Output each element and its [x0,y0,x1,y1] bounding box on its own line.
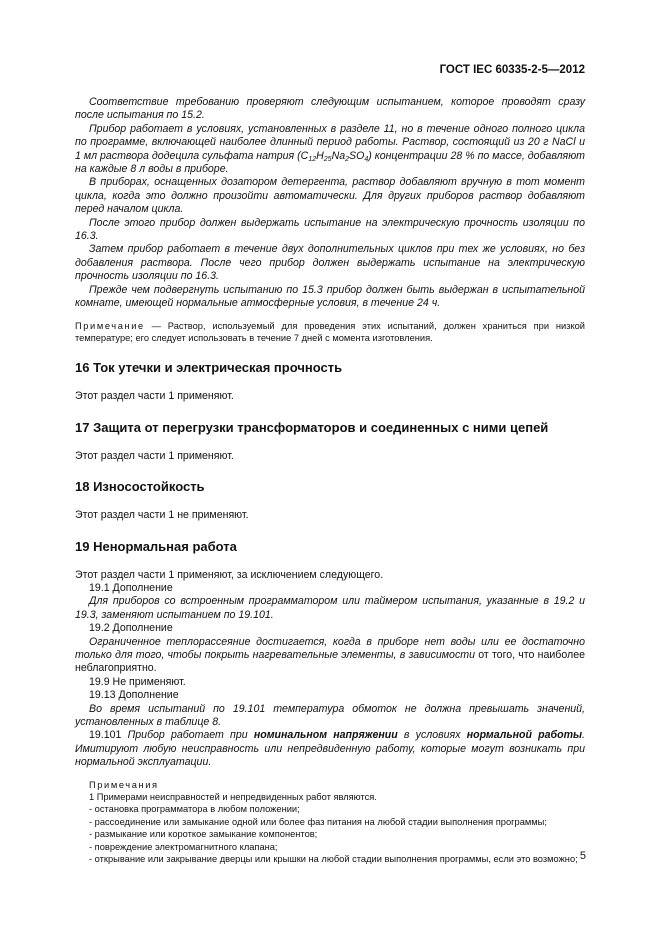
paragraph-detergent-dispenser: В приборах, оснащенных дозатором детергента, раствор добавляют вручную в тот момент цикла, когда это должно произойти автоматически. Для других приборов раствор добавляют перед началом цикла. [75,176,585,216]
section-16-text: Этот раздел части 1 применяют. [75,390,234,403]
paragraph-test-conditions: Прибор работает в условиях, установленных в разделе 11, но в течение одного полного цикла по программе, включающей наиболее длинный период работы. Раствор, состоящий из 20 г NaCl и 1 мл раствора додецила сульфата натрия $(C_{12}H_{25}Na_2SO_4)$ концентрации 28 % по массе, добавляют на каждые 8 л воды в приборе. [75,122,586,176]
paragraph-compliance: Соответствие требованию проверяют следующим испытанием, которое проводят сразу после испытания по 15.2. [75,96,585,122]
paragraph-electric-strength: После этого прибор должен выдержать испытание на электрическую прочность изоляции по 16.3. [75,216,585,243]
clause-19-2-text: Ограниченное теплорассеяние достигается, когда в приборе нет воды или ее достаточно только для того, чтобы покрыть нагревательные элементы, в зависимости от того, что наиболее неблагоприятно. [75,635,586,675]
section-18-title: 18 Износостойкость [75,479,205,495]
note-item: - размыкание или короткое замыкание компонентов; [89,829,318,840]
section-18-text: Этот раздел части 1 не применяют. [75,509,249,522]
document-header: ГОСТ IEC 60335-2-5—2012 [439,64,585,76]
page-body [75,96,585,865]
clause-19-13-heading: 19.13 Дополнение [89,689,179,702]
clause-19-1-heading: 19.1 Дополнение [89,581,173,594]
section-19-title: 19 Ненормальная работа [75,538,237,554]
section-17-title: 17 Защита от перегрузки трансформаторов и соединенных с ними цепей [75,419,549,435]
note-item: 1 Примерами неисправностей и непредвиденных работ являются. [89,792,377,803]
note-item: - открывание или закрывание дверцы или крышки на любой стадии выполнения программы, если это возможно; [89,854,578,865]
clause-19-2-heading: 19.2 Дополнение [89,622,173,635]
section-19-intro: Этот раздел части 1 применяют, за исключением следующего. [75,568,384,581]
clause-19-9: 19.9 Не применяют. [89,675,186,688]
clause-19-13-text: Во время испытаний по 19.101 температура обмоток не должна превышать значений, установленных в таблице 8. [75,702,585,728]
section-16-title: 16 Ток утечки и электрическая прочность [75,360,343,376]
note-item: - повреждение электромагнитного клапана; [89,841,278,852]
note-item: - остановка программатора в любом положении; [89,804,300,815]
section-17-text: Этот раздел части 1 применяют. [75,449,234,462]
clause-19-101: 19.101 Прибор работает при номинальном напряжении в условиях нормальной работы. Имитируют любую неисправность или непредвиденную работу, которые могут возникать при нормальной эксплуатации. [75,729,585,769]
page-number: 5 [579,850,586,862]
note-item: - рассоединение или замыкание одной или более фаз питания на любой стадии выполнения программы; [89,816,547,827]
clause-19-1-text: Для приборов со встроенным программатором или таймером испытания, указанные в 19.2 и 19.3, заменяют испытанием по 19.101. [75,595,585,621]
paragraph-conditioning: Прежде чем подвергнуть испытанию по 15.3 прибор должен быть выдержан в испытательной комнате, имеющей нормальные атмосферные условия, в течение 24 ч. [75,283,585,310]
note-solution: Примечание — Раствор, используемый для проведения этих испытаний, должен храниться при низкой температуре; его следует использовать в течение 7 дней с момента изготовления. [75,320,585,343]
notes-heading: Примечания [89,779,159,790]
paragraph-extra-cycles: Затем прибор работает в течение двух дополнительных циклов при тех же условиях, но без добавления раствора. После чего прибор должен выдержать испытание на электрическую прочность изоляции по 16.3. [75,243,585,283]
